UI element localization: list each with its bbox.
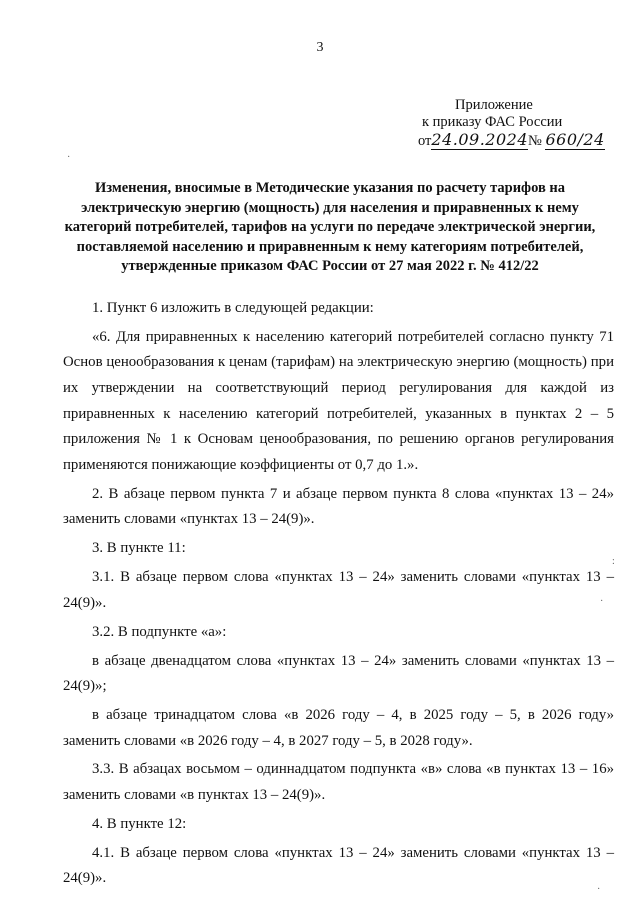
scan-speck: : — [612, 556, 615, 567]
document-body — [63, 296, 614, 895]
handwritten-number: 660/24 — [545, 130, 605, 149]
paragraph: 4.1. В абзаце первом слова «пунктах 13 – 24» заменить словами «пунктах 13 – 24(9)». — [63, 844, 614, 887]
number-sign: № — [528, 133, 542, 149]
paragraph: 3.3. В абзацах восьмом – одиннадцатом подпункта «в» слова «в пунктах 13 – 16» заменить словами «в пунктах 13 – 24(9)». — [63, 761, 614, 804]
page-number: 3 — [316, 40, 324, 55]
handwritten-date: 24.09.2024 — [431, 130, 529, 149]
paragraph: 3.1. В абзаце первом слова «пунктах 13 – 24» заменить словами «пунктах 13 – 24(9)». — [63, 569, 614, 611]
paragraph: 3.2. В подпункте «а»: — [92, 623, 227, 640]
scan-speck: · — [67, 152, 71, 163]
paragraph: 1. Пункт 6 изложить в следующей редакции: — [92, 300, 374, 316]
appendix-header — [418, 97, 605, 150]
paragraph: в абзаце двенадцатом слова «пунктах 13 – 24» заменить словами «пунктах 13 – 24(9)»; — [63, 652, 614, 695]
document-title: Изменения, вносимые в Методические указания по расчету тарифов на электрическую энергию (мощность) для населения и приравненных к нему категорий потребителей, тарифов на услуги по передаче электрической энергии, поставляемой населению и приравненным к нему категориям потребителей, утвержденные приказом ФАС России от 27 мая 2022 г. № 412/22 — [64, 180, 596, 274]
paragraph: 2. В абзаце первом пункта 7 и абзаце первом пункта 8 слова «пунктах 13 – 24» заменить словами «пунктах 13 – 24(9)». — [63, 485, 614, 528]
paragraph: «6. Для приравненных к населению категорий потребителей согласно пункту 71 Основ ценообразования к ценам (тарифам) на электрическую энергию (мощность) при их утверждении на соответствующий период регулирования для каждой из приравненных к населению категорий потребителей, указанных в пунктах 2 – 5 приложения № 1 к Основам ценообразования, по решению органов регулирования применяются понижающие коэффициенты от 0,7 до 1.». — [63, 328, 614, 473]
appendix-order-ref: к приказу ФАС России — [422, 114, 563, 130]
paragraph: 3. В пункте 11: — [92, 540, 186, 557]
appendix-from: от — [418, 133, 432, 149]
scan-speck: · — [597, 884, 601, 895]
appendix-date-number — [418, 131, 605, 150]
appendix-label: Приложение — [455, 97, 533, 113]
paragraph: 4. В пункте 12: — [92, 815, 187, 832]
scan-speck: · — [600, 596, 604, 607]
paragraph: в абзаце тринадцатом слова «в 2026 году – 4, в 2025 году – 5, в 2026 году» заменить словами «в 2026 году – 4, в 2027 году – 5, в 2028 году». — [63, 706, 614, 749]
